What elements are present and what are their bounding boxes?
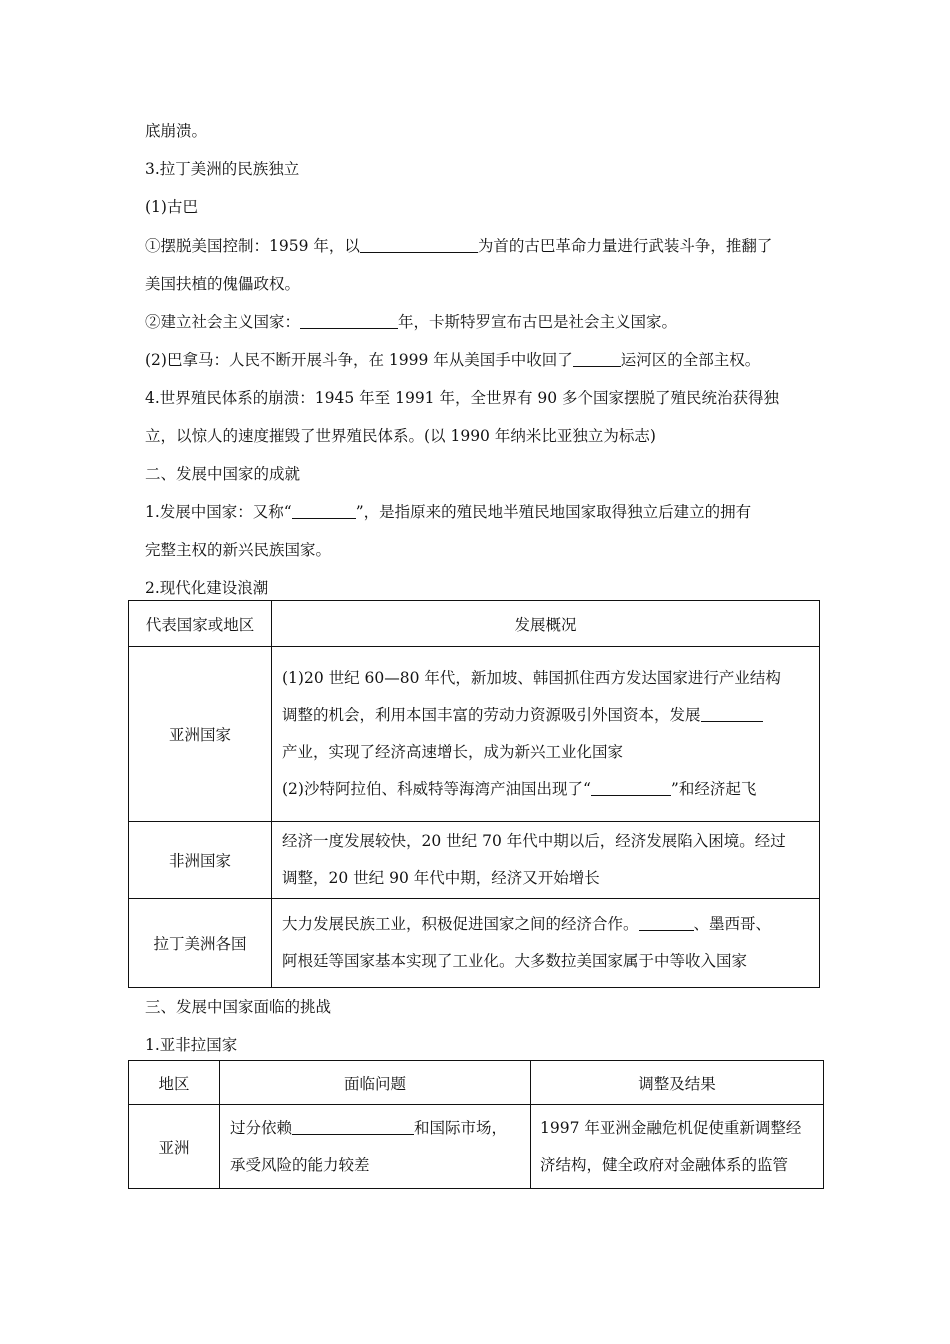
fill-blank[interactable] — [639, 914, 694, 931]
subsection-heading: 1.亚非拉国家 — [145, 1036, 238, 1054]
cell-line: 调整，20 世纪 90 年代中期，经济又开始增长 — [282, 869, 600, 887]
text-segment: ①摆脱美国控制：1959 年，以 — [145, 237, 360, 255]
problem-cell — [220, 1105, 531, 1189]
cell-line: 阿根廷等国家基本实现了工业化。大多数拉美国家属于中等收入国家 — [282, 952, 748, 970]
text-line — [145, 312, 677, 332]
region-cell: 拉丁美洲各国 — [129, 899, 272, 988]
subsection-heading: (1)古巴 — [145, 198, 198, 216]
cell-line: 承受风险的能力较差 — [230, 1155, 370, 1174]
cell-line: 1997 年亚洲金融危机促使重新调整经 — [540, 1118, 802, 1137]
subsection-heading: 2.现代化建设浪潮 — [145, 579, 269, 597]
table-header-row — [129, 1061, 824, 1105]
text-line: 4.世界殖民体系的崩溃：1945 年至 1991 年，全世界有 90 多个国家摆脱了殖民统治获得独 — [145, 389, 780, 407]
section-heading: 二、发展中国家的成就 — [145, 465, 301, 483]
text-segment: 过分依赖 — [230, 1118, 293, 1137]
header-cell: 调整及结果 — [531, 1061, 824, 1105]
text-line: 立，以惊人的速度摧毁了世界殖民体系。(以 1990 年纳米比亚独立为标志) — [145, 427, 656, 445]
section-heading: 3.拉丁美洲的民族独立 — [145, 160, 300, 178]
section-heading: 三、发展中国家面临的挑战 — [145, 998, 332, 1016]
table-row — [129, 822, 820, 899]
text-segment: 运河区的全部主权。 — [620, 351, 761, 369]
fill-blank[interactable] — [573, 350, 621, 367]
development-table — [128, 600, 820, 988]
text-segment: ”和经济起飞 — [670, 780, 757, 798]
text-segment: ②建立社会主义国家： — [145, 313, 301, 331]
text-segment: ”，是指原来的殖民地半殖民地国家取得独立后建立的拥有 — [355, 503, 752, 521]
challenges-table — [128, 1060, 824, 1189]
header-cell: 发展概况 — [272, 601, 820, 647]
text-line — [145, 502, 751, 522]
text-segment: 大力发展民族工业，积极促进国家之间的经济合作。 — [282, 915, 639, 933]
header-cell: 面临问题 — [220, 1061, 531, 1105]
fill-blank[interactable] — [701, 705, 763, 722]
text-segment: 为首的古巴革命力量进行武装斗争，推翻了 — [477, 237, 773, 255]
table-header-row — [129, 601, 820, 647]
text-segment: (2)巴拿马：人民不断开展斗争，在 1999 年从美国手中收回了 — [145, 351, 573, 369]
header-cell: 代表国家或地区 — [129, 601, 272, 647]
fill-blank[interactable] — [292, 1118, 414, 1135]
overview-cell — [272, 822, 820, 899]
header-cell: 地区 — [129, 1061, 220, 1105]
fill-blank[interactable] — [300, 312, 398, 329]
result-cell — [531, 1105, 824, 1189]
cell-line — [282, 697, 811, 734]
region-cell: 亚洲 — [129, 1105, 220, 1189]
text-line — [145, 236, 772, 256]
text-segment: 1.发展中国家：又称“ — [145, 503, 292, 521]
text-segment: 调整的机会，利用本国丰富的劳动力资源吸引外国资本，发展 — [282, 706, 701, 724]
text-line — [145, 350, 760, 370]
table-row — [129, 647, 820, 822]
overview-cell — [272, 899, 820, 988]
text-segment: 年，卡斯特罗宣布古巴是社会主义国家。 — [398, 313, 678, 331]
fill-blank[interactable] — [591, 779, 671, 796]
text-line: 底崩溃。 — [145, 122, 208, 140]
region-cell: 亚洲国家 — [129, 647, 272, 822]
text-segment: 、墨西哥、 — [693, 915, 772, 933]
text-segment: 和国际市场， — [414, 1118, 508, 1137]
text-line: 完整主权的新兴民族国家。 — [145, 541, 332, 559]
region-cell: 非洲国家 — [129, 822, 272, 899]
cell-line: 济结构，健全政府对金融体系的监管 — [540, 1155, 789, 1174]
text-line: 美国扶植的傀儡政权。 — [145, 275, 301, 293]
fill-blank[interactable] — [292, 502, 356, 519]
table-row — [129, 899, 820, 988]
overview-cell — [272, 647, 820, 822]
cell-line — [282, 771, 811, 808]
table-row — [129, 1105, 824, 1189]
cell-line — [230, 1110, 522, 1147]
fill-blank[interactable] — [360, 236, 478, 253]
cell-line: 经济一度发展较快，20 世纪 70 年代中期以后，经济发展陷入困境。经过 — [282, 832, 786, 850]
cell-line: 产业，实现了经济高速增长，成为新兴工业化国家 — [282, 743, 624, 761]
cell-line — [282, 906, 811, 943]
text-segment: (2)沙特阿拉伯、科威特等海湾产油国出现了“ — [282, 780, 591, 798]
cell-line: (1)20 世纪 60—80 年代，新加坡、韩国抓住西方发达国家进行产业结构 — [282, 669, 781, 687]
